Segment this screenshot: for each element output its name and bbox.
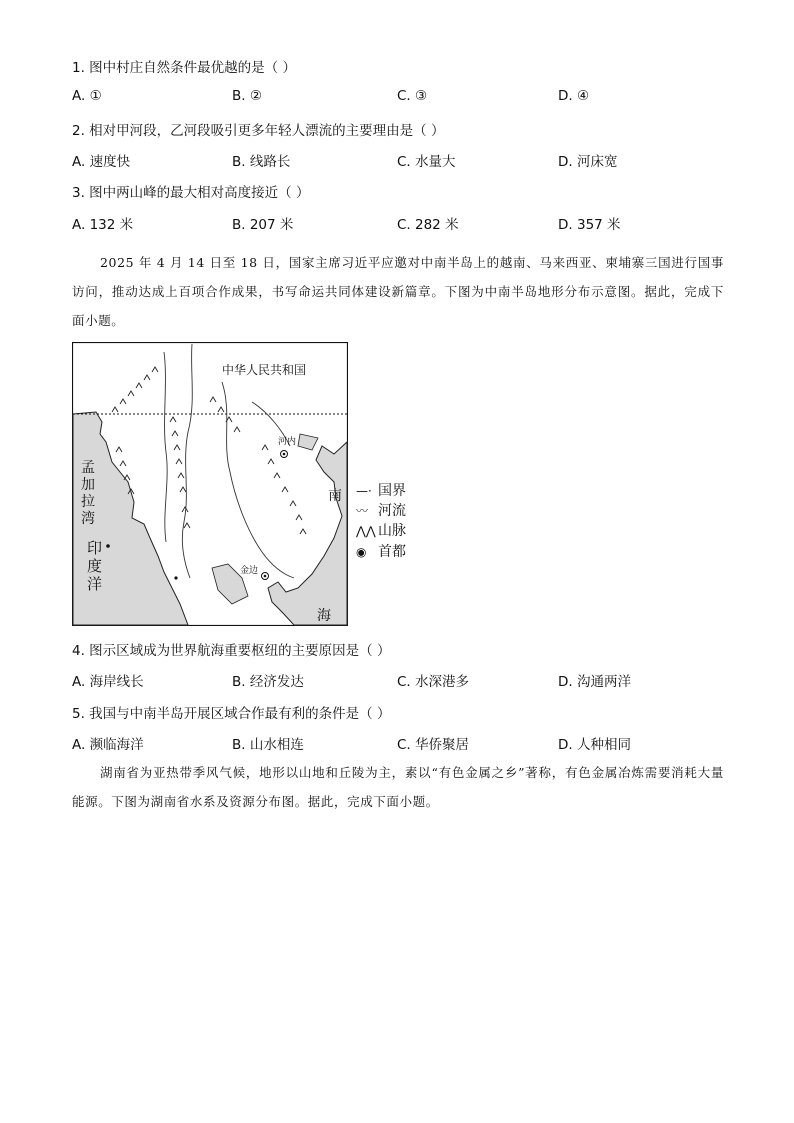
q5-option-a[interactable]: A. 濒临海洋	[72, 737, 144, 753]
question-1-stem: 1. 图中村庄自然条件最优越的是（ ）	[72, 60, 296, 76]
question-4-stem: 4. 图示区域成为世界航海重要枢纽的主要原因是（ ）	[72, 643, 391, 659]
q4-option-c[interactable]: C. 水深港多	[397, 674, 470, 690]
island-dot	[106, 544, 110, 548]
border-icon: —·	[356, 484, 372, 498]
q2-option-a[interactable]: A. 速度快	[72, 154, 131, 170]
q2-option-b[interactable]: B. 线路长	[232, 154, 291, 170]
q1-option-d[interactable]: D. ④	[558, 88, 590, 104]
capital-icon: ◉	[356, 545, 367, 559]
passage-indochina: 2025 年 4 月 14 日至 18 日，国家主席习近平应邀对中南半岛上的越南、马来西亚、柬埔寨三国进行国事访问，推动达成上百项合作成果，书写命运共同体建设新篇章。下图为中南半岛地形分布示意图。据此，完成下面小题。	[72, 255, 724, 328]
q4-option-b[interactable]: B. 经济发达	[232, 674, 304, 690]
ocean-label-char-2: 度	[87, 557, 103, 575]
q3-option-b[interactable]: B. 207 米	[232, 217, 294, 233]
q3-option-d[interactable]: D. 357 米	[558, 217, 621, 233]
passage-hunan: 湖南省为亚热带季风气候，地形以山地和丘陵为主，素以“有色金属之乡”著称，有色金属冶炼需要消耗大量能源。下图为湖南省水系及资源分布图。据此，完成下面小题。	[72, 765, 724, 809]
q5-option-d[interactable]: D. 人种相同	[558, 737, 631, 753]
q5-option-b[interactable]: B. 山水相连	[232, 737, 304, 753]
legend-mountain	[356, 520, 406, 540]
sea-label-south: 南	[328, 488, 342, 504]
q2-option-d[interactable]: D. 河床宽	[558, 154, 618, 170]
q3-option-c[interactable]: C. 282 米	[397, 217, 459, 233]
river-icon: 〰	[356, 504, 369, 518]
legend-river	[356, 500, 406, 520]
question-2-stem: 2. 相对甲河段，乙河段吸引更多年轻人漂流的主要理由是（ ）	[72, 123, 445, 139]
q4-option-d[interactable]: D. 沟通两洋	[558, 674, 631, 690]
legend-river-label: 河流	[378, 503, 406, 519]
q1-option-a[interactable]: A. ①	[72, 88, 102, 104]
q1-option-c[interactable]: C. ③	[397, 88, 428, 104]
question-5-stem: 5. 我国与中南半岛开展区域合作最有利的条件是（ ）	[72, 706, 391, 722]
mountain-icon: ⋀⋀	[356, 524, 376, 538]
hanoi-label: 河内	[278, 437, 297, 447]
q1-option-b[interactable]: B. ②	[232, 88, 262, 104]
legend-capital	[356, 541, 406, 561]
legend-mountain-label: 山脉	[378, 523, 406, 539]
bay-label-char-3: 拉	[81, 494, 95, 510]
indochina-terrain-map	[72, 342, 348, 626]
bay-label-char-2: 加	[81, 477, 95, 493]
q4-option-a[interactable]: A. 海岸线长	[72, 674, 144, 690]
question-3-stem: 3. 图中两山峰的最大相对高度接近（ ）	[72, 185, 310, 201]
ocean-label-char-1: 印	[87, 539, 103, 557]
bay-label-char-4: 湾	[81, 511, 95, 527]
q3-option-a[interactable]: A. 132 米	[72, 217, 134, 233]
china-label: 中华人民共和国	[222, 363, 307, 377]
legend-border-label: 国界	[378, 483, 406, 499]
legend-capital-label: 首都	[378, 544, 406, 560]
legend-border	[356, 480, 406, 500]
sea-label-sea: 海	[317, 608, 331, 624]
island-dot	[174, 576, 177, 579]
bay-label-char-1: 孟	[81, 460, 95, 476]
ocean-label-char-3: 洋	[87, 575, 103, 593]
q5-option-c[interactable]: C. 华侨聚居	[397, 737, 470, 753]
q2-option-c[interactable]: C. 水量大	[397, 154, 456, 170]
phnompenh-label: 金边	[240, 566, 259, 576]
